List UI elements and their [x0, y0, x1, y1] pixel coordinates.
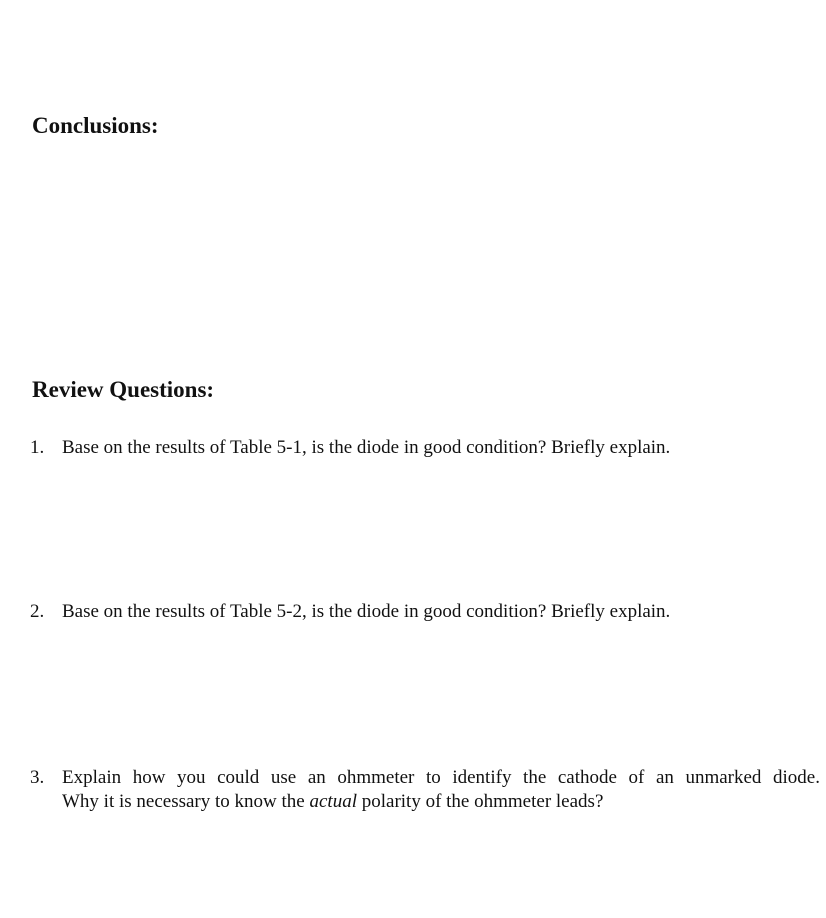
question-text [62, 766, 820, 814]
question-text-segment: Why it is necessary to know the [62, 791, 310, 812]
question-number: 2. [30, 601, 45, 622]
review-question-3 [30, 766, 820, 814]
question-text: Base on the results of Table 5-1, is the diode in good condition? Briefly explain. [62, 437, 671, 458]
question-text: Base on the results of Table 5-2, is the diode in good condition? Briefly explain. [62, 601, 671, 622]
emphasis-actual: actual [309, 791, 357, 812]
review-questions-heading: Review Questions: [32, 377, 215, 402]
question-number: 1. [30, 437, 45, 458]
review-question-1 [30, 436, 820, 460]
question-number: 3. [30, 767, 45, 788]
review-question-2 [30, 600, 820, 624]
question-text-line-1: Explain how you could use an ohmmeter to identify the cathode of an unmarked diode. [62, 767, 820, 788]
conclusions-heading: Conclusions: [32, 113, 159, 138]
question-text-line-2 [62, 790, 820, 814]
question-text-segment: polarity of the ohmmeter leads? [356, 791, 604, 812]
